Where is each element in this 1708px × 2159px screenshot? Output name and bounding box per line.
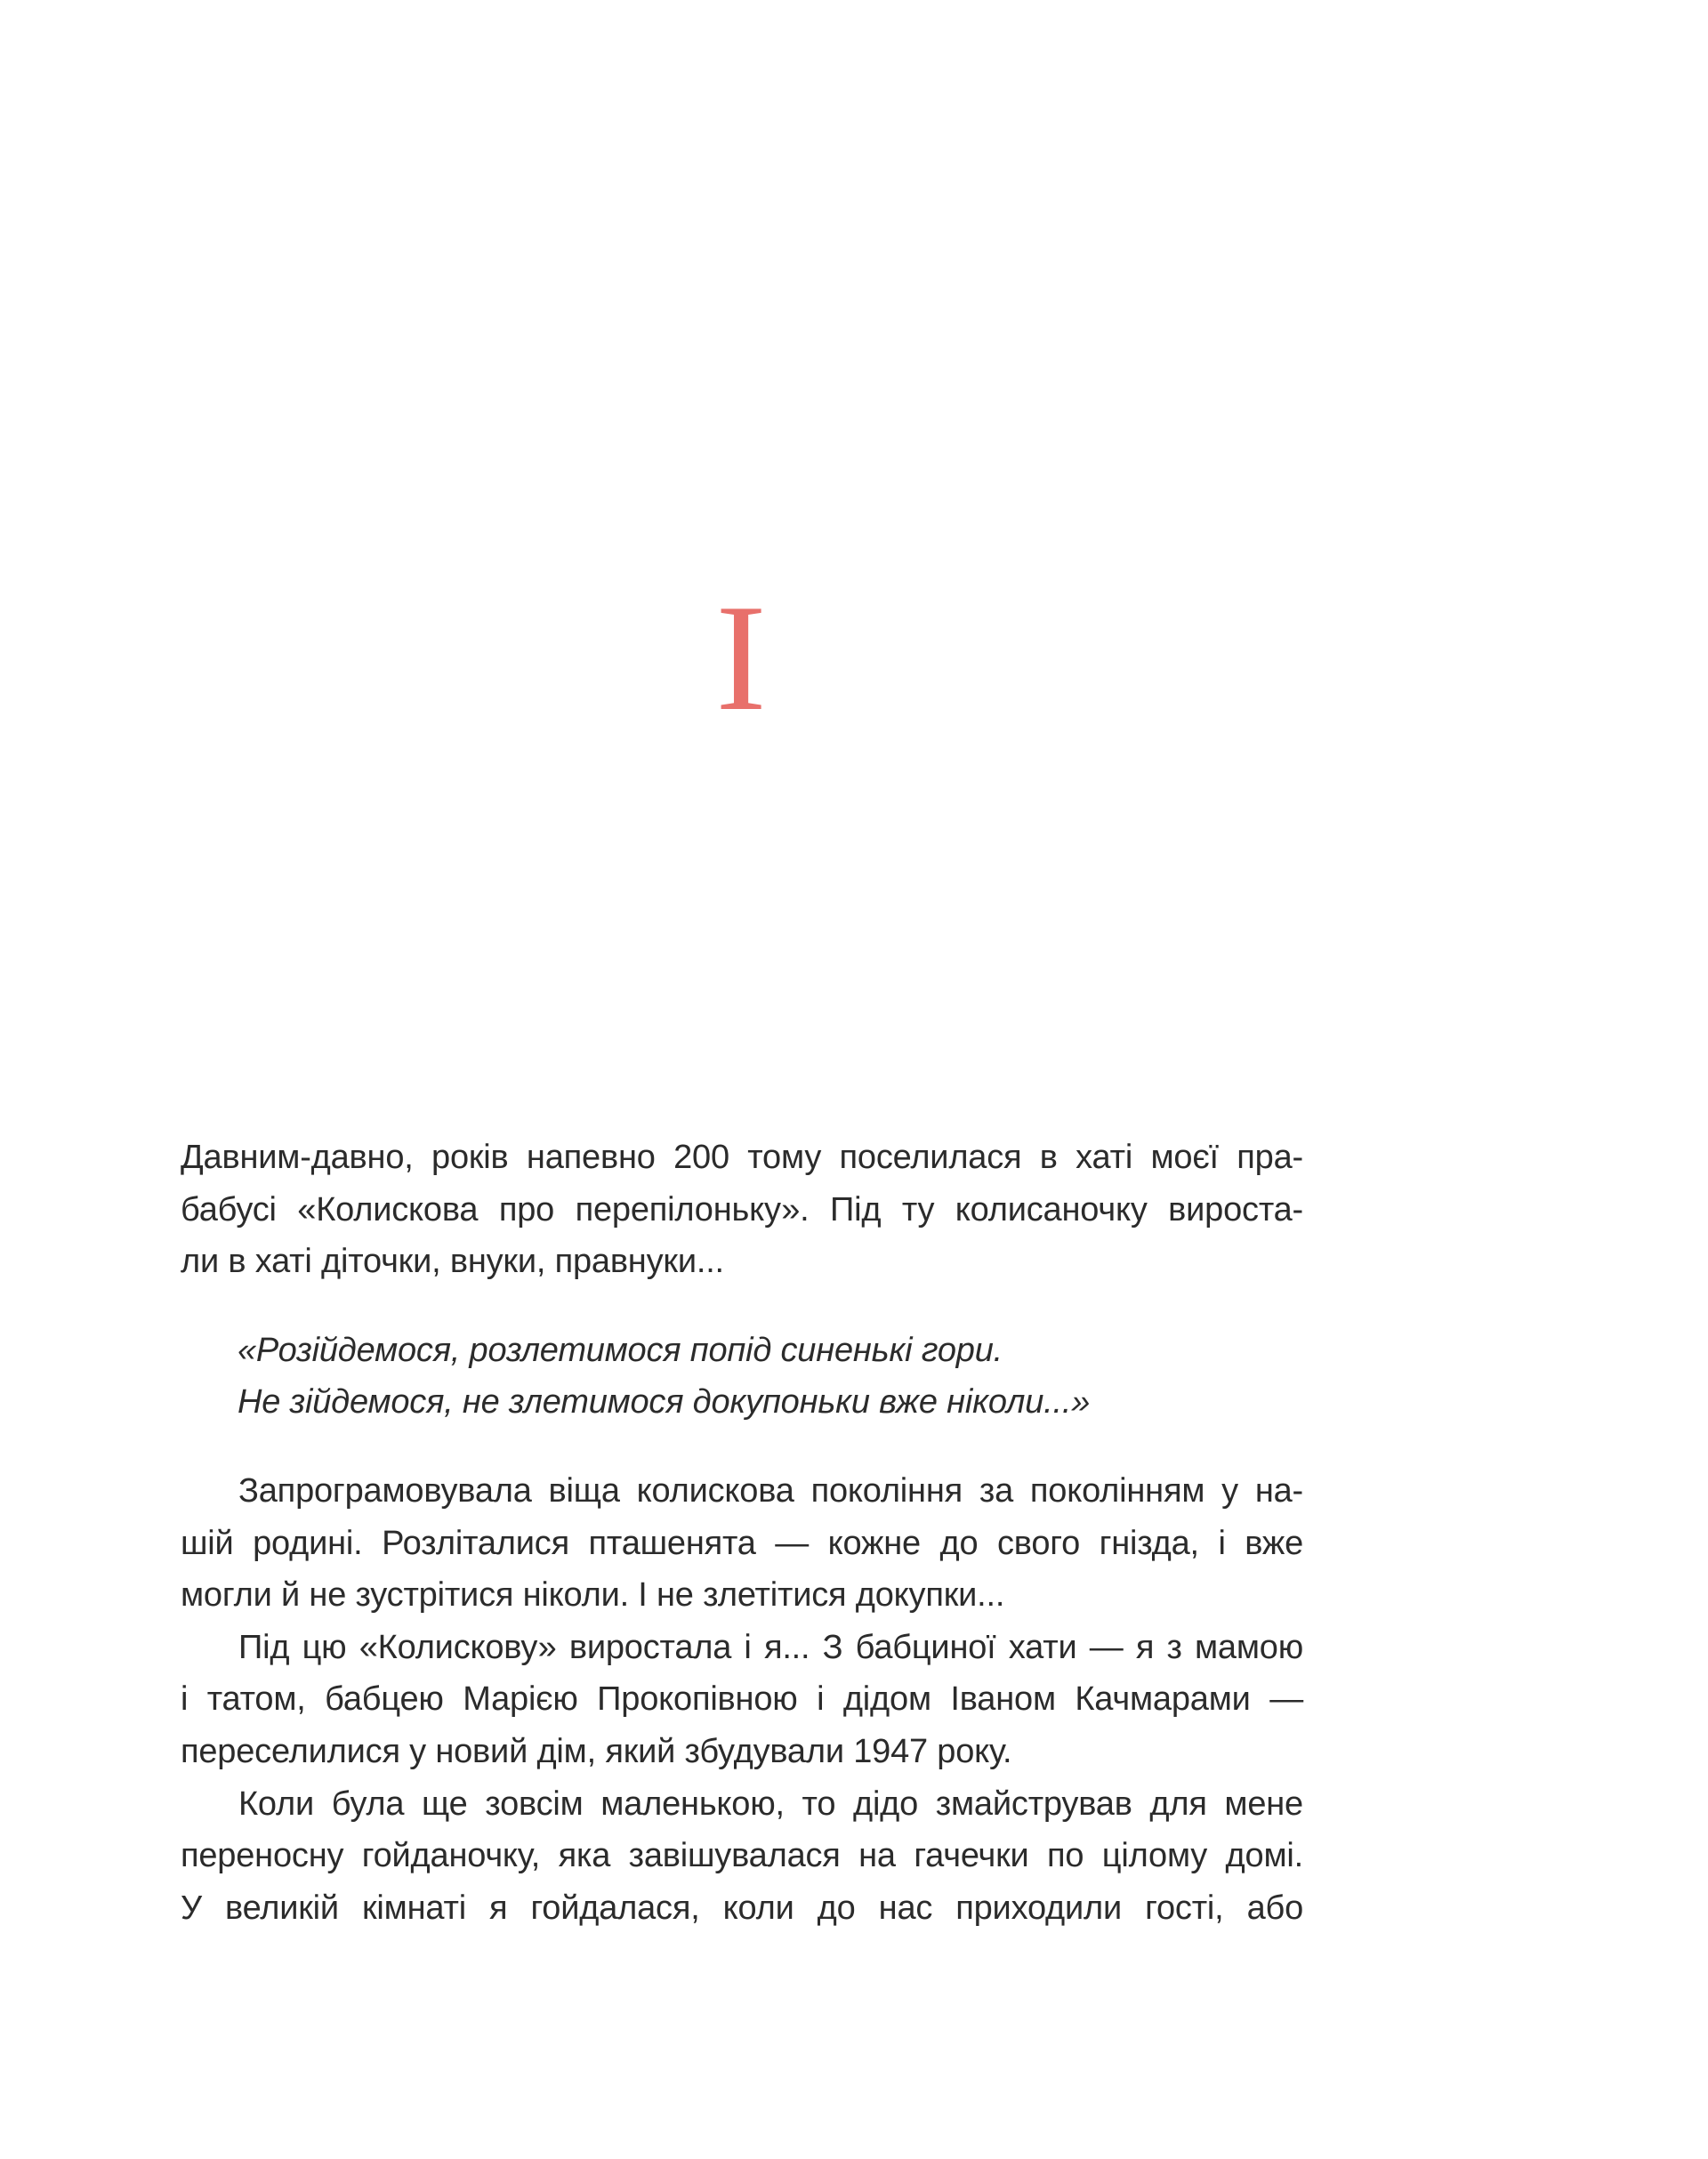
text-line: і татом, бабцею Марією Прокопівною і дідом Іваном Качмарами — [181,1680,1303,1719]
lullaby-quote [181,1325,1303,1429]
text-line: могли й не зустрітися ніколи. І не злетітися докупки... [181,1576,1005,1615]
text-column [181,1132,1303,1934]
text-line: переселилися у новий дім, який збудували 1947 року. [181,1732,1012,1770]
body-paragraph-3 [181,1778,1303,1935]
spacer [181,1429,1303,1465]
text-line: У великій кімнаті я гойдалася, коли до нас приходили гості, або [181,1889,1303,1927]
text-line: ли в хаті діточки, внуки, правнуки... [181,1243,724,1281]
quote-line: «Розійдемося, розлетимося попід синенькі гори. [238,1331,1003,1369]
quote-line: Не зійдемося, не злетимося докупоньки вже ніколи...» [238,1383,1091,1422]
text-line: Коли була ще зовсім маленькою, то дідо змайстрував для мене [238,1784,1303,1823]
chapter-numeral: I [715,574,767,743]
text-line: шій родині. Розліталися пташенята — кожне до свого гнізда, і вже [181,1524,1303,1562]
text-line: Під цю «Колискову» виростала і я... З бабциної хати — я з мамою [238,1628,1303,1666]
intro-paragraph [181,1132,1303,1288]
text-line: бабусі «Колискова про перепілоньку». Під ту колисаночку вироста- [181,1190,1303,1229]
spacer [181,1288,1303,1325]
text-line: Запрограмовувала віща колискова покоління за поколінням у на- [238,1471,1303,1510]
text-line: переносну гойданочку, яка завішувалася на гачечки по цілому домі. [181,1837,1303,1875]
body-paragraph-1 [181,1465,1303,1622]
text-line: Давним-давно, років напевно 200 тому поселилася в хаті моєї пра- [181,1139,1303,1176]
body-paragraph-2 [181,1622,1303,1778]
